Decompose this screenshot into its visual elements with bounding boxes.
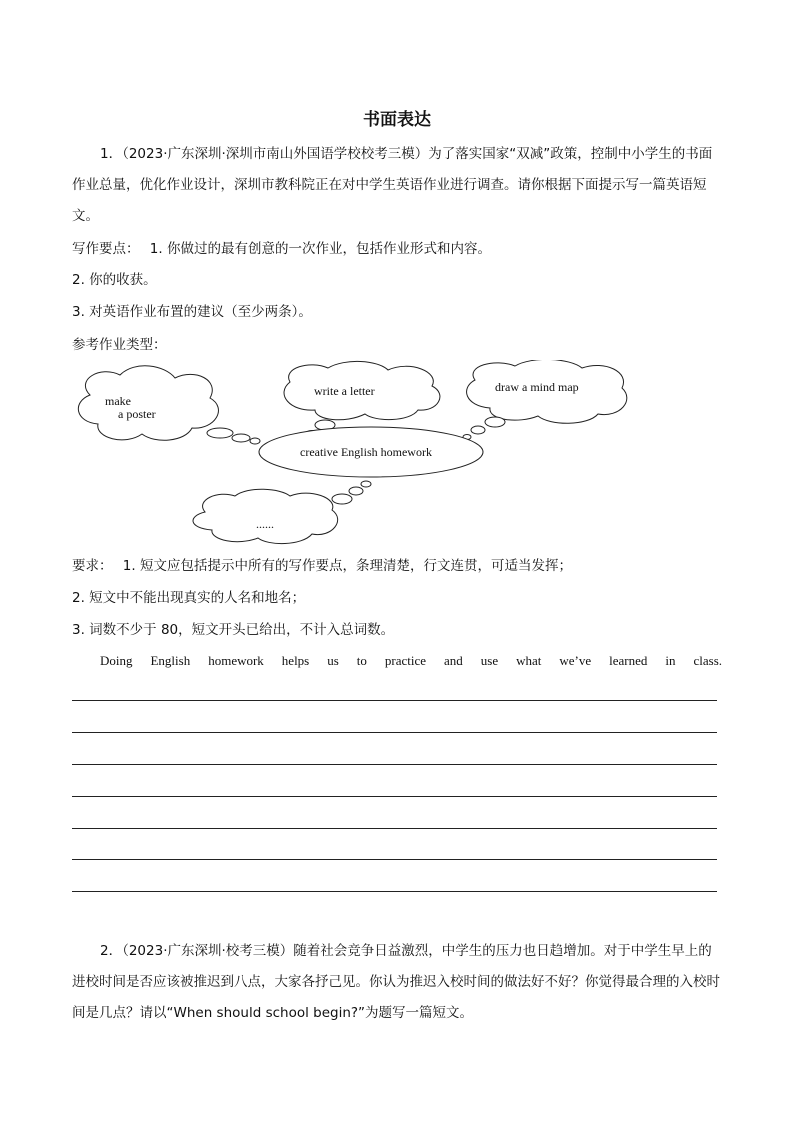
cloud-text-write-letter: write a letter [314, 384, 375, 398]
answer-line[interactable] [72, 732, 717, 733]
writing-point-1: 1. 你做过的最有创意的一次作业，包括作业形式和内容。 [149, 241, 491, 257]
requirements-label: 要求： [72, 558, 113, 574]
center-text: creative English homework [300, 445, 432, 459]
homework-types-diagram [70, 360, 630, 550]
reference-label: 参考作业类型： [72, 337, 167, 353]
cloud-text-more: ...... [256, 517, 274, 531]
requirement-1: 1. 短文应包括提示中所有的写作要点，条理清楚，行文连贯，可适当发挥； [122, 558, 572, 574]
cloud-text-mind-map: draw a mind map [495, 380, 579, 394]
page-title: 书面表达 [363, 110, 431, 130]
writing-point-2: 2. 你的收获。 [72, 272, 157, 288]
cloud-text-make: make [105, 394, 131, 408]
writing-points [72, 239, 491, 259]
answer-line[interactable] [72, 828, 717, 829]
answer-line[interactable] [72, 891, 717, 892]
question-2-prompt: 2．（2023·广东深圳·校考三模）随着社会竞争日益激烈，中学生的压力也日趋增加。对于中学生早上的进校时间是否应该被推迟到八点，大家各抒己见。你认为推迟入校时间的做法好不好？你觉得最合理的入校时间是几点？请以“When should school begin?”为题写一篇短文。 [72, 943, 720, 1021]
cloud-text-a-poster: a poster [118, 407, 156, 421]
answer-line[interactable] [72, 764, 717, 765]
writing-points-label: 写作要点： [72, 241, 140, 257]
question-1-prompt: 1．（2023·广东深圳·深圳市南山外国语学校校考三模）为了落实国家“双减”政策，控制中小学生的书面作业总量，优化作业设计，深圳市教科院正在对中学生英语作业进行调查。请你根据下面提示写一篇英语短文。 [72, 146, 713, 224]
answer-line[interactable] [72, 700, 717, 701]
writing-point-3: 3. 对英语作业布置的建议（至少两条）。 [72, 304, 312, 320]
requirement-2: 2. 短文中不能出现真实的人名和地名； [72, 590, 306, 606]
essay-opening-sentence: Doing English homework helps us to practice and use what we’ve learned in class. [100, 653, 722, 668]
requirement-3: 3. 词数不少于 80，短文开头已给出，不计入总词数。 [72, 622, 395, 638]
answer-line[interactable] [72, 859, 717, 860]
requirements [72, 556, 572, 576]
cloud-make-poster [78, 366, 218, 440]
answer-line[interactable] [72, 796, 717, 797]
